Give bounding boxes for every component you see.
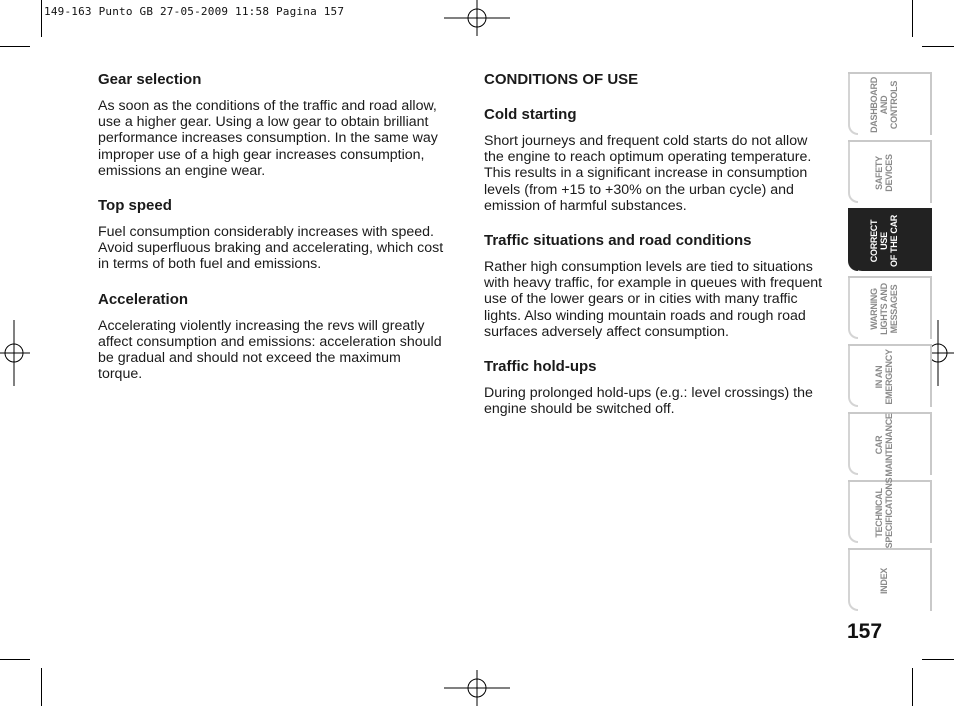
heading-traffic-situations: Traffic situations and road conditions — [484, 232, 752, 250]
tab-label: IN AN EMERGENCY — [874, 348, 894, 405]
heading-top-speed: Top speed — [98, 197, 172, 215]
text-cold-starting: Short journeys and frequent cold starts do not allow the engine to reach optimum operating temperature. This results in a significant increase in consumption levels (from +15 to +30% on the urban cycle) and emission of harmful substances. — [484, 133, 812, 214]
tab-label: INDEX — [879, 567, 889, 594]
tab-label: CORRECT USE OF THE CAR — [869, 214, 899, 267]
text-acceleration: Accelerating violently increasing the revs will greatly affect consumption and emissions: acceleration should be gradual and should not exceed the maximum torque. — [98, 317, 442, 383]
registration-mark-top-icon — [444, 0, 510, 36]
registration-mark-bottom-icon — [444, 670, 510, 706]
registration-mark-left-icon — [0, 320, 30, 386]
section-acceleration — [98, 290, 448, 383]
tab-label: CAR MAINTENANCE — [874, 412, 894, 477]
left-column — [98, 70, 448, 399]
tab-warning-lights-and-messages[interactable] — [848, 276, 932, 339]
section-traffic-situations — [484, 231, 829, 340]
text-traffic-situations: Rather high consumption levels are tied to situations with heavy traffic, for example in queues with frequent use of the lower gears or in cities with many traffic lights. Also winding mountain roads and rough road surfaces adversely affect consumption. — [484, 259, 823, 340]
section-top-speed — [98, 196, 448, 273]
tab-label: TECHNICAL SPECIFICATIONS — [874, 477, 894, 548]
heading-cold-starting: Cold starting — [484, 106, 577, 123]
tab-safety-devices[interactable] — [848, 140, 932, 203]
section-cold-starting — [484, 105, 829, 214]
tab-car-maintenance[interactable] — [848, 412, 932, 475]
text-gear-selection: As soon as the conditions of the traffic and road allow, use a higher gear. Using a low gear to obtain brilliant performance increases consumption. In the same way improper use of a high gear increases consumption, emissions an engine wear. — [98, 98, 438, 179]
section-title-conditions-of-use: CONDITIONS OF USE — [484, 71, 639, 88]
heading-traffic-hold-ups: Traffic hold-ups — [484, 358, 597, 376]
section-gear-selection — [98, 70, 448, 179]
tab-label: DASHBOARD AND CONTROLS — [869, 76, 899, 133]
text-top-speed: Fuel consumption considerably increases with speed. Avoid superfluous braking and accelerating, which cost in terms of both fuel and emissions. — [98, 224, 444, 273]
print-slug: 149-163 Punto GB 27-05-2009 11:58 Pagina 157 — [44, 5, 345, 18]
text-traffic-hold-ups: During prolonged hold-ups (e.g.: level crossings) the engine should be switched off. — [484, 385, 813, 418]
tab-index[interactable] — [848, 548, 932, 611]
tab-label: WARNING LIGHTS AND MESSAGES — [869, 282, 899, 335]
heading-gear-selection: Gear selection — [98, 71, 202, 88]
right-column — [484, 70, 829, 434]
page-number: 157 — [847, 620, 883, 643]
tab-label: SAFETY DEVICES — [874, 153, 894, 192]
tab-correct-use-of-the-car[interactable] — [848, 208, 932, 271]
tab-technical-specifications[interactable] — [848, 477, 932, 548]
section-traffic-hold-ups — [484, 357, 829, 417]
tab-in-an-emergency[interactable] — [848, 344, 932, 407]
heading-acceleration: Acceleration — [98, 290, 189, 308]
tab-dashboard-and-controls[interactable] — [848, 72, 932, 135]
